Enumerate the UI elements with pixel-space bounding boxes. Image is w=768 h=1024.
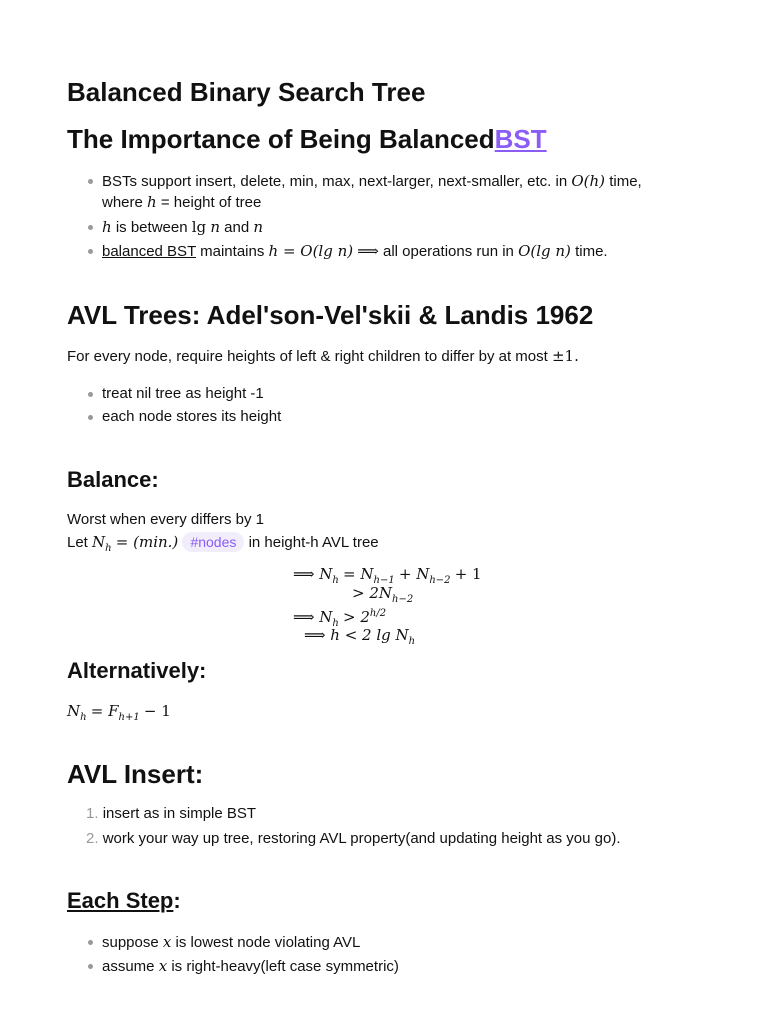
math: x xyxy=(162,933,172,951)
list-item xyxy=(102,217,263,238)
section-heading-each-step xyxy=(67,888,181,914)
math-sub: h xyxy=(332,575,339,586)
math: O(lg n) xyxy=(518,242,571,260)
list-item: each node stores its height xyxy=(102,408,282,425)
list-item: treat nil tree as height -1 xyxy=(102,385,264,402)
math-sub: h xyxy=(105,543,112,554)
paragraph-text: in height-h AVL tree xyxy=(248,534,379,551)
math: = N xyxy=(343,565,374,583)
math: h = O(lg n) xyxy=(268,242,354,260)
list-item-continuation xyxy=(102,192,261,213)
heading-colon: : xyxy=(173,888,181,913)
math: + N xyxy=(398,565,430,583)
math: n xyxy=(210,218,220,236)
equation-line xyxy=(304,625,415,652)
paragraph xyxy=(67,532,379,559)
list-item-text: all operations run in xyxy=(382,243,514,260)
ordered-list-item xyxy=(86,804,256,824)
math: > 2N xyxy=(352,584,393,602)
math: + 1 xyxy=(454,565,482,583)
math: h xyxy=(147,193,157,211)
math: h xyxy=(102,218,112,236)
page-title: Balanced Binary Search Tree xyxy=(67,77,426,107)
bullet-icon xyxy=(88,249,93,254)
list-item-text: is right-heavy(left case symmetric) xyxy=(171,958,399,975)
ordered-list-item xyxy=(86,829,620,849)
bullet-icon xyxy=(88,415,93,420)
math: N xyxy=(67,702,81,720)
list-item-text: maintains xyxy=(200,243,265,260)
balanced-bst-link[interactable]: balanced BST xyxy=(102,243,196,260)
math: = (min.) xyxy=(115,533,179,551)
list-item-text: = height of tree xyxy=(160,194,262,211)
math: − 1 xyxy=(143,702,171,720)
bullet-icon xyxy=(88,392,93,397)
section-heading-importance xyxy=(67,124,547,155)
paragraph-text: Let xyxy=(67,534,88,551)
list-item-text: and xyxy=(224,219,250,236)
list-item xyxy=(102,241,608,262)
math: ⟹ h < 2 lg N xyxy=(304,626,409,644)
math: lg xyxy=(191,218,207,236)
bullet-icon xyxy=(88,225,93,230)
paragraph-text: For every node, require heights of left & right children to differ by at most xyxy=(67,348,548,365)
heading-text: The Importance of Being Balanced xyxy=(67,124,495,154)
paragraph: Worst when every differs by 1 xyxy=(67,511,265,528)
math-sub: h−2 xyxy=(392,594,414,605)
math-sub: h+1 xyxy=(118,712,140,723)
list-item-text: suppose xyxy=(102,934,159,951)
implies-arrow: ⟹ xyxy=(357,242,379,260)
nodes-tag[interactable]: #nodes xyxy=(182,532,244,552)
math: ⟹ N xyxy=(293,565,333,583)
list-item-text: where xyxy=(102,194,143,211)
list-item-text: BSTs support insert, delete, min, max, next-larger, next-smaller, etc. in xyxy=(102,173,568,190)
list-item-text: time. xyxy=(575,243,608,260)
bst-link[interactable]: BST xyxy=(494,124,547,154)
math-sub: h xyxy=(408,636,416,647)
list-item-text: is lowest node violating AVL xyxy=(175,934,361,951)
list-number: 2. xyxy=(86,830,99,847)
section-heading-avl-trees: AVL Trees: Adel'son-Vel'skii & Landis 1962 xyxy=(67,300,594,330)
section-heading-alternatively: Alternatively: xyxy=(67,658,207,683)
equation-line xyxy=(67,701,171,728)
list-item-text: assume xyxy=(102,958,155,975)
list-item xyxy=(102,171,642,192)
bullet-icon xyxy=(88,964,93,969)
math: > 2 xyxy=(343,608,370,626)
math: = F xyxy=(90,702,119,720)
list-item xyxy=(102,932,360,953)
section-heading-avl-insert: AVL Insert: xyxy=(67,759,204,789)
math-sub: h xyxy=(332,618,339,629)
math: ⟹ N xyxy=(293,608,333,626)
list-number: 1. xyxy=(86,805,99,822)
list-item-text: insert as in simple BST xyxy=(102,805,257,822)
math: N xyxy=(92,533,106,551)
list-item xyxy=(102,956,399,977)
math-sub: h−1 xyxy=(373,575,395,586)
math-sub: h xyxy=(80,712,87,723)
paragraph xyxy=(67,346,579,367)
math: x xyxy=(158,957,168,975)
section-heading-balance: Balance: xyxy=(67,467,159,492)
math: O(h) xyxy=(571,172,606,190)
list-item-text: time, xyxy=(609,173,642,190)
math: ±1. xyxy=(551,347,579,365)
each-step-link[interactable]: Each Step xyxy=(67,888,174,913)
bullet-icon xyxy=(88,940,93,945)
math: n xyxy=(253,218,264,236)
list-item-text: work your way up tree, restoring AVL property(and updating height as you go). xyxy=(102,830,621,847)
math-sub: h−2 xyxy=(429,575,451,586)
math-sup: h/2 xyxy=(369,608,387,619)
list-item-text: is between xyxy=(115,219,188,236)
bullet-icon xyxy=(88,179,93,184)
